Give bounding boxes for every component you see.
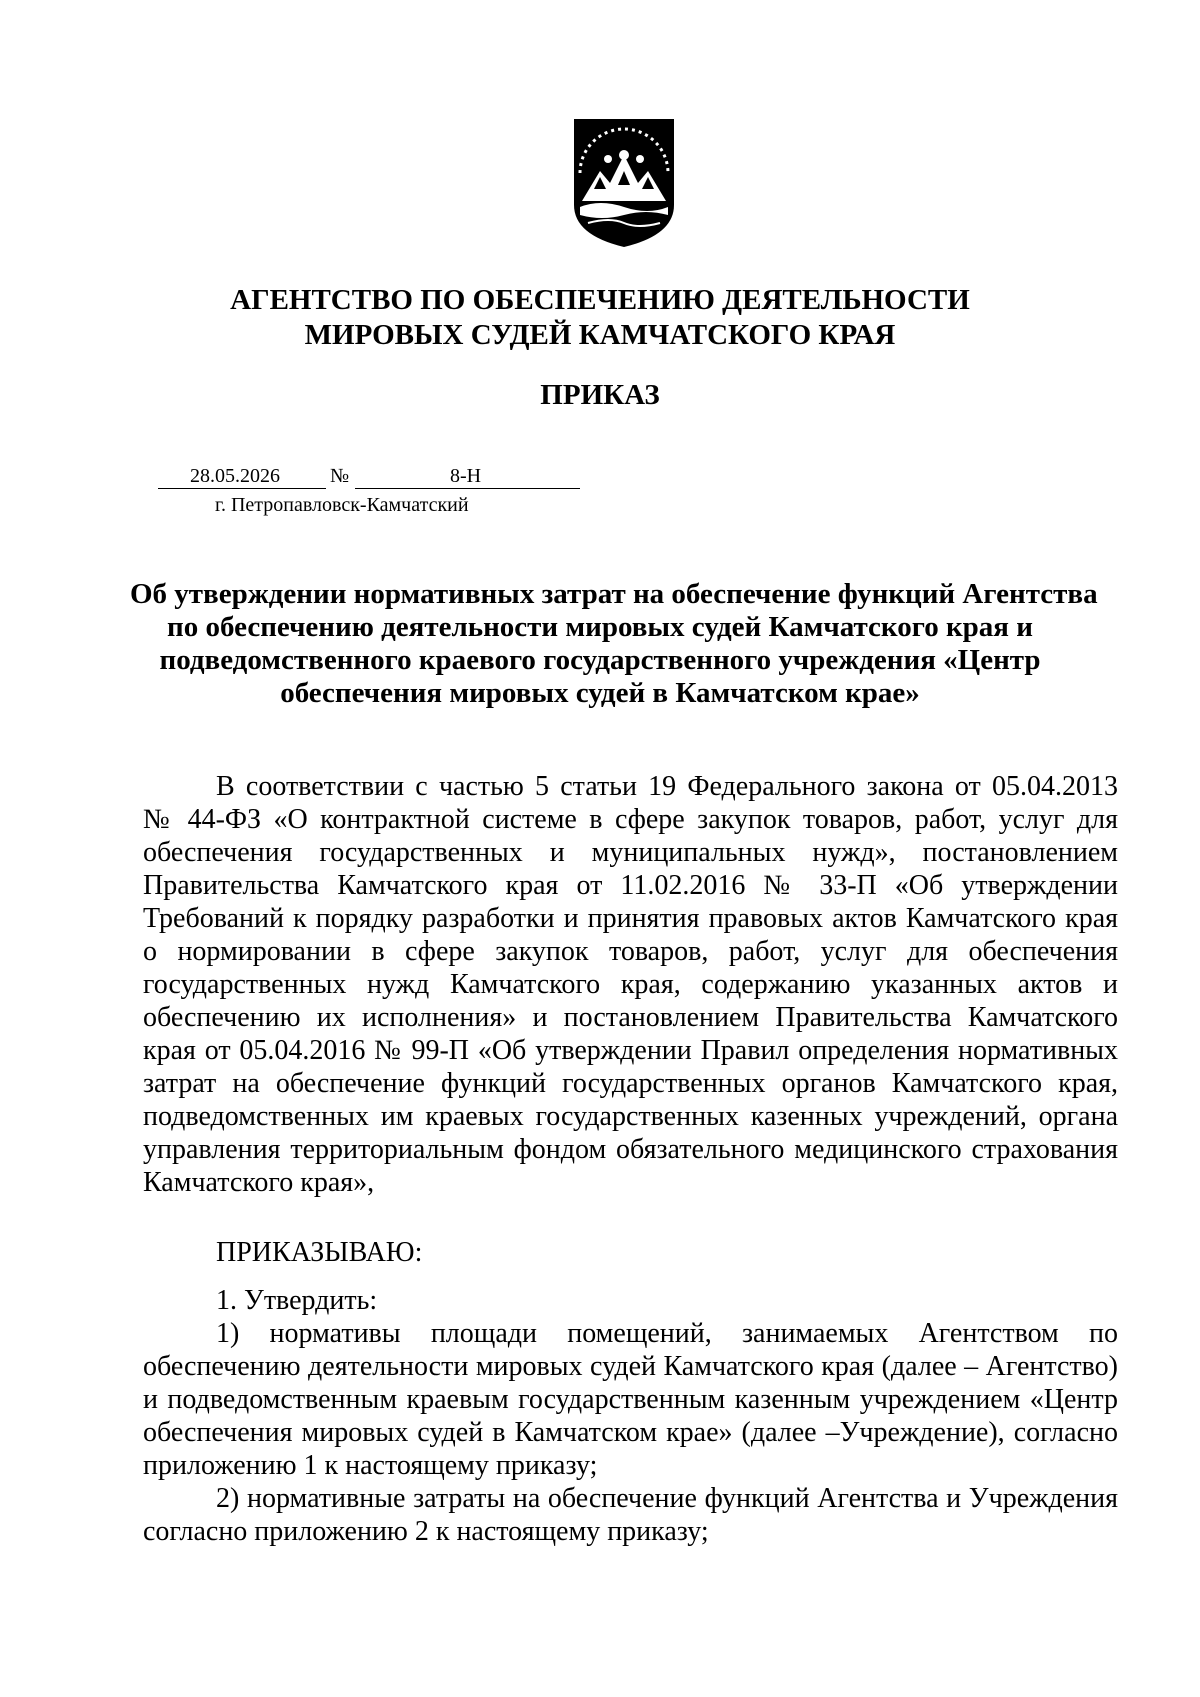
preamble-line: В соответствии с частью 5 статьи 19 Федерального закона от 05.04.2013	[216, 771, 1118, 802]
order-verb: ПРИКАЗЫВАЮ:	[216, 1237, 423, 1268]
agency-name-line2: МИРОВЫХ СУДЕЙ КАМЧАТСКОГО КРАЯ	[304, 319, 896, 351]
item-line: согласно приложению 2 к настоящему приказу;	[143, 1516, 709, 1547]
item-line: 1) нормативы площади помещений, занимаемых Агентством по	[216, 1318, 1118, 1349]
preamble-line: Требований к порядку разработки и принятия правовых актов Камчатского края	[143, 903, 1118, 934]
preamble-line: затрат на обеспечение функций государственных органов Камчатского края,	[143, 1068, 1118, 1099]
item-line: 2) нормативные затраты на обеспечение функций Агентства и Учреждения	[216, 1483, 1118, 1514]
subject-line: обеспечения мировых судей в Камчатском крае»	[280, 677, 920, 709]
kamchatka-coat-of-arms-icon	[570, 115, 678, 249]
preamble-line: управления территориальным фондом обязательного медицинского страхования	[143, 1134, 1118, 1165]
preamble-line: о нормировании в сфере закупок товаров, работ, услуг для обеспечения	[143, 936, 1118, 967]
city-line: г. Петропавловск-Камчатский	[215, 494, 469, 516]
order-number: 8-Н	[450, 465, 482, 487]
preamble-line: обеспечению их исполнения» и постановлением Правительства Камчатского	[143, 1002, 1118, 1033]
preamble-line: подведомственных им краевых государственных казенных учреждений, органа	[143, 1101, 1118, 1132]
number-underline	[355, 488, 580, 489]
order-items	[143, 1284, 1118, 1548]
item-line: обеспечению деятельности мировых судей Камчатского края (далее – Агентство)	[143, 1351, 1118, 1382]
preamble-line: края от 05.04.2016 № 99-П «Об утверждении Правил определения нормативных	[143, 1035, 1118, 1066]
item-line: обеспечения мировых судей в Камчатском крае» (далее –Учреждение), согласно	[143, 1417, 1118, 1448]
item-heading: 1. Утвердить:	[216, 1285, 378, 1316]
preamble-line: государственных нужд Камчатского края, содержанию указанных актов и	[143, 969, 1118, 1000]
subject-line: Об утверждении нормативных затрат на обеспечение функций Агентства	[130, 578, 1098, 610]
order-date: 28.05.2026	[190, 465, 280, 487]
agency-name-line1: АГЕНТСТВО ПО ОБЕСПЕЧЕНИЮ ДЕЯТЕЛЬНОСТИ	[230, 284, 970, 316]
item-line: и подведомственным краевым государственным казенным учреждением «Центр	[143, 1384, 1118, 1415]
order-subject	[130, 578, 1098, 710]
subject-line: по обеспечению деятельности мировых судей Камчатского края и	[167, 611, 1033, 643]
preamble-line: обеспечения государственных и муниципальных нужд», постановлением	[143, 837, 1118, 868]
preamble-line: Камчатского края»,	[143, 1167, 375, 1198]
preamble-paragraph	[143, 770, 1118, 1199]
preamble-line: № 44-ФЗ «О контрактной системе в сфере закупок товаров, работ, услуг для	[143, 804, 1118, 835]
item-line: приложению 1 к настоящему приказу;	[143, 1450, 598, 1481]
document-type-title: ПРИКАЗ	[540, 379, 660, 411]
number-sign: №	[330, 465, 350, 487]
preamble-line: Правительства Камчатского края от 11.02.2016 № 33-П «Об утверждении	[143, 870, 1118, 901]
date-underline	[158, 488, 326, 489]
subject-line: подведомственного краевого государственного учреждения «Центр	[159, 644, 1041, 676]
